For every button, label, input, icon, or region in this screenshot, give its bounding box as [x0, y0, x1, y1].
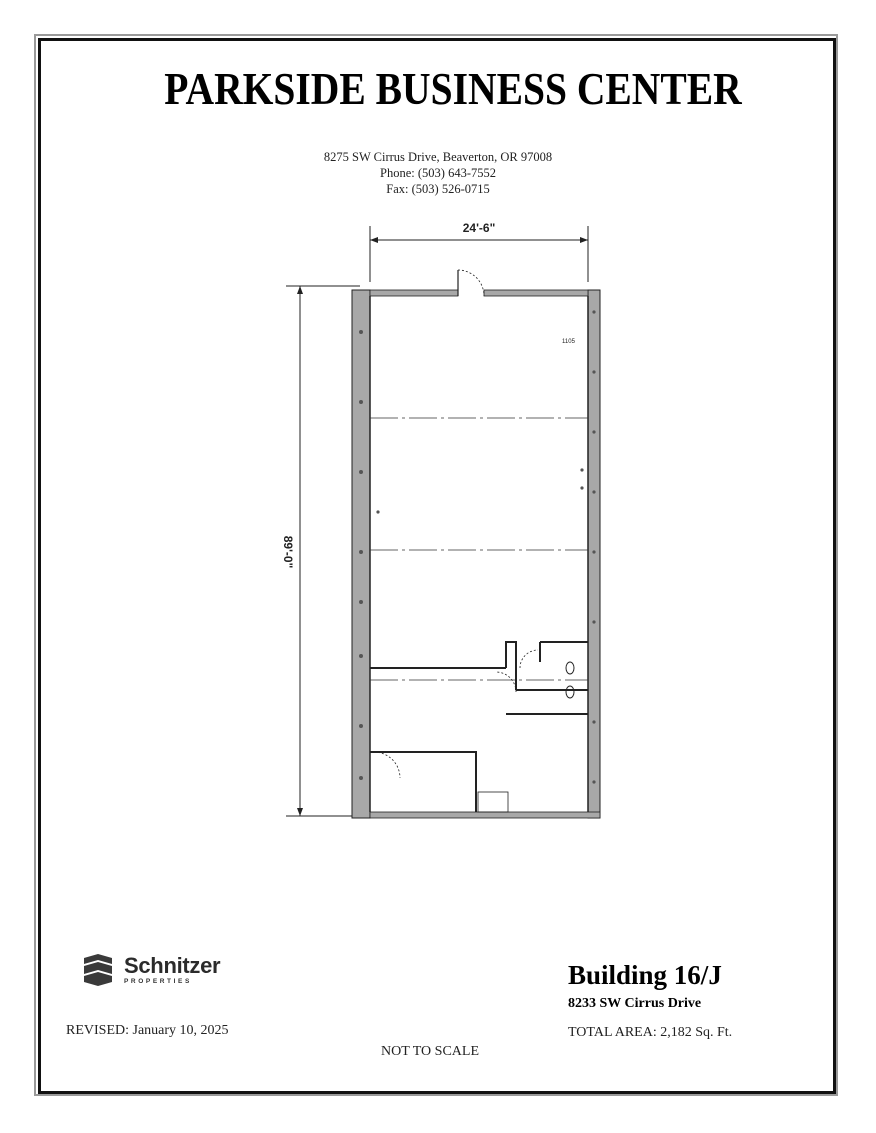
restroom-partition-1: [506, 642, 516, 690]
address-line: 8275 SW Cirrus Drive, Beaverton, OR 97008: [323, 150, 553, 164]
wall-bottom: [370, 812, 600, 818]
dim-arrow-right: [580, 237, 588, 243]
phone-line: Phone: (503) 643-7552: [380, 166, 496, 180]
rear-door-opening: [478, 792, 508, 812]
entry-door-swing: [458, 270, 484, 296]
restroom-door-swing-1: [520, 650, 538, 668]
dim-arrow-top: [297, 286, 303, 294]
office-door-swing: [374, 752, 400, 778]
dim-arrow-left: [370, 237, 378, 243]
building-name: Building 16/J: [568, 960, 722, 990]
width-dimension: 24'-6": [462, 222, 496, 235]
suite-label: 1105: [562, 339, 575, 345]
building-street: 8233 SW Cirrus Drive: [568, 996, 702, 1011]
toilet-fixture-1: [566, 662, 574, 674]
scale-note: NOT TO SCALE: [380, 1044, 479, 1059]
revised-date: REVISED: January 10, 2025: [66, 1023, 229, 1038]
wall-top-left: [370, 290, 458, 296]
logo-name: Schnitzer: [124, 952, 221, 978]
dim-arrow-bottom: [297, 808, 303, 816]
floor-plan: [270, 222, 610, 822]
logo-subtitle: PROPERTIES: [124, 977, 192, 985]
company-logo: [80, 952, 220, 988]
wall-right: [588, 290, 600, 818]
wall-top-right: [484, 290, 588, 296]
total-area: TOTAL AREA: 2,182 Sq. Ft.: [568, 1025, 733, 1040]
page-title: PARKSIDE BUSINESS CENTER: [164, 63, 742, 114]
restroom-door-swing-2: [496, 672, 516, 692]
length-dimension: 89'-0": [281, 535, 295, 569]
lower-office-wall: [370, 752, 476, 812]
fax-line: Fax: (503) 526-0715: [386, 182, 490, 196]
wall-outlets: [359, 310, 596, 783]
schnitzer-logo-icon: [80, 952, 116, 988]
toilet-fixture-2: [566, 686, 574, 698]
